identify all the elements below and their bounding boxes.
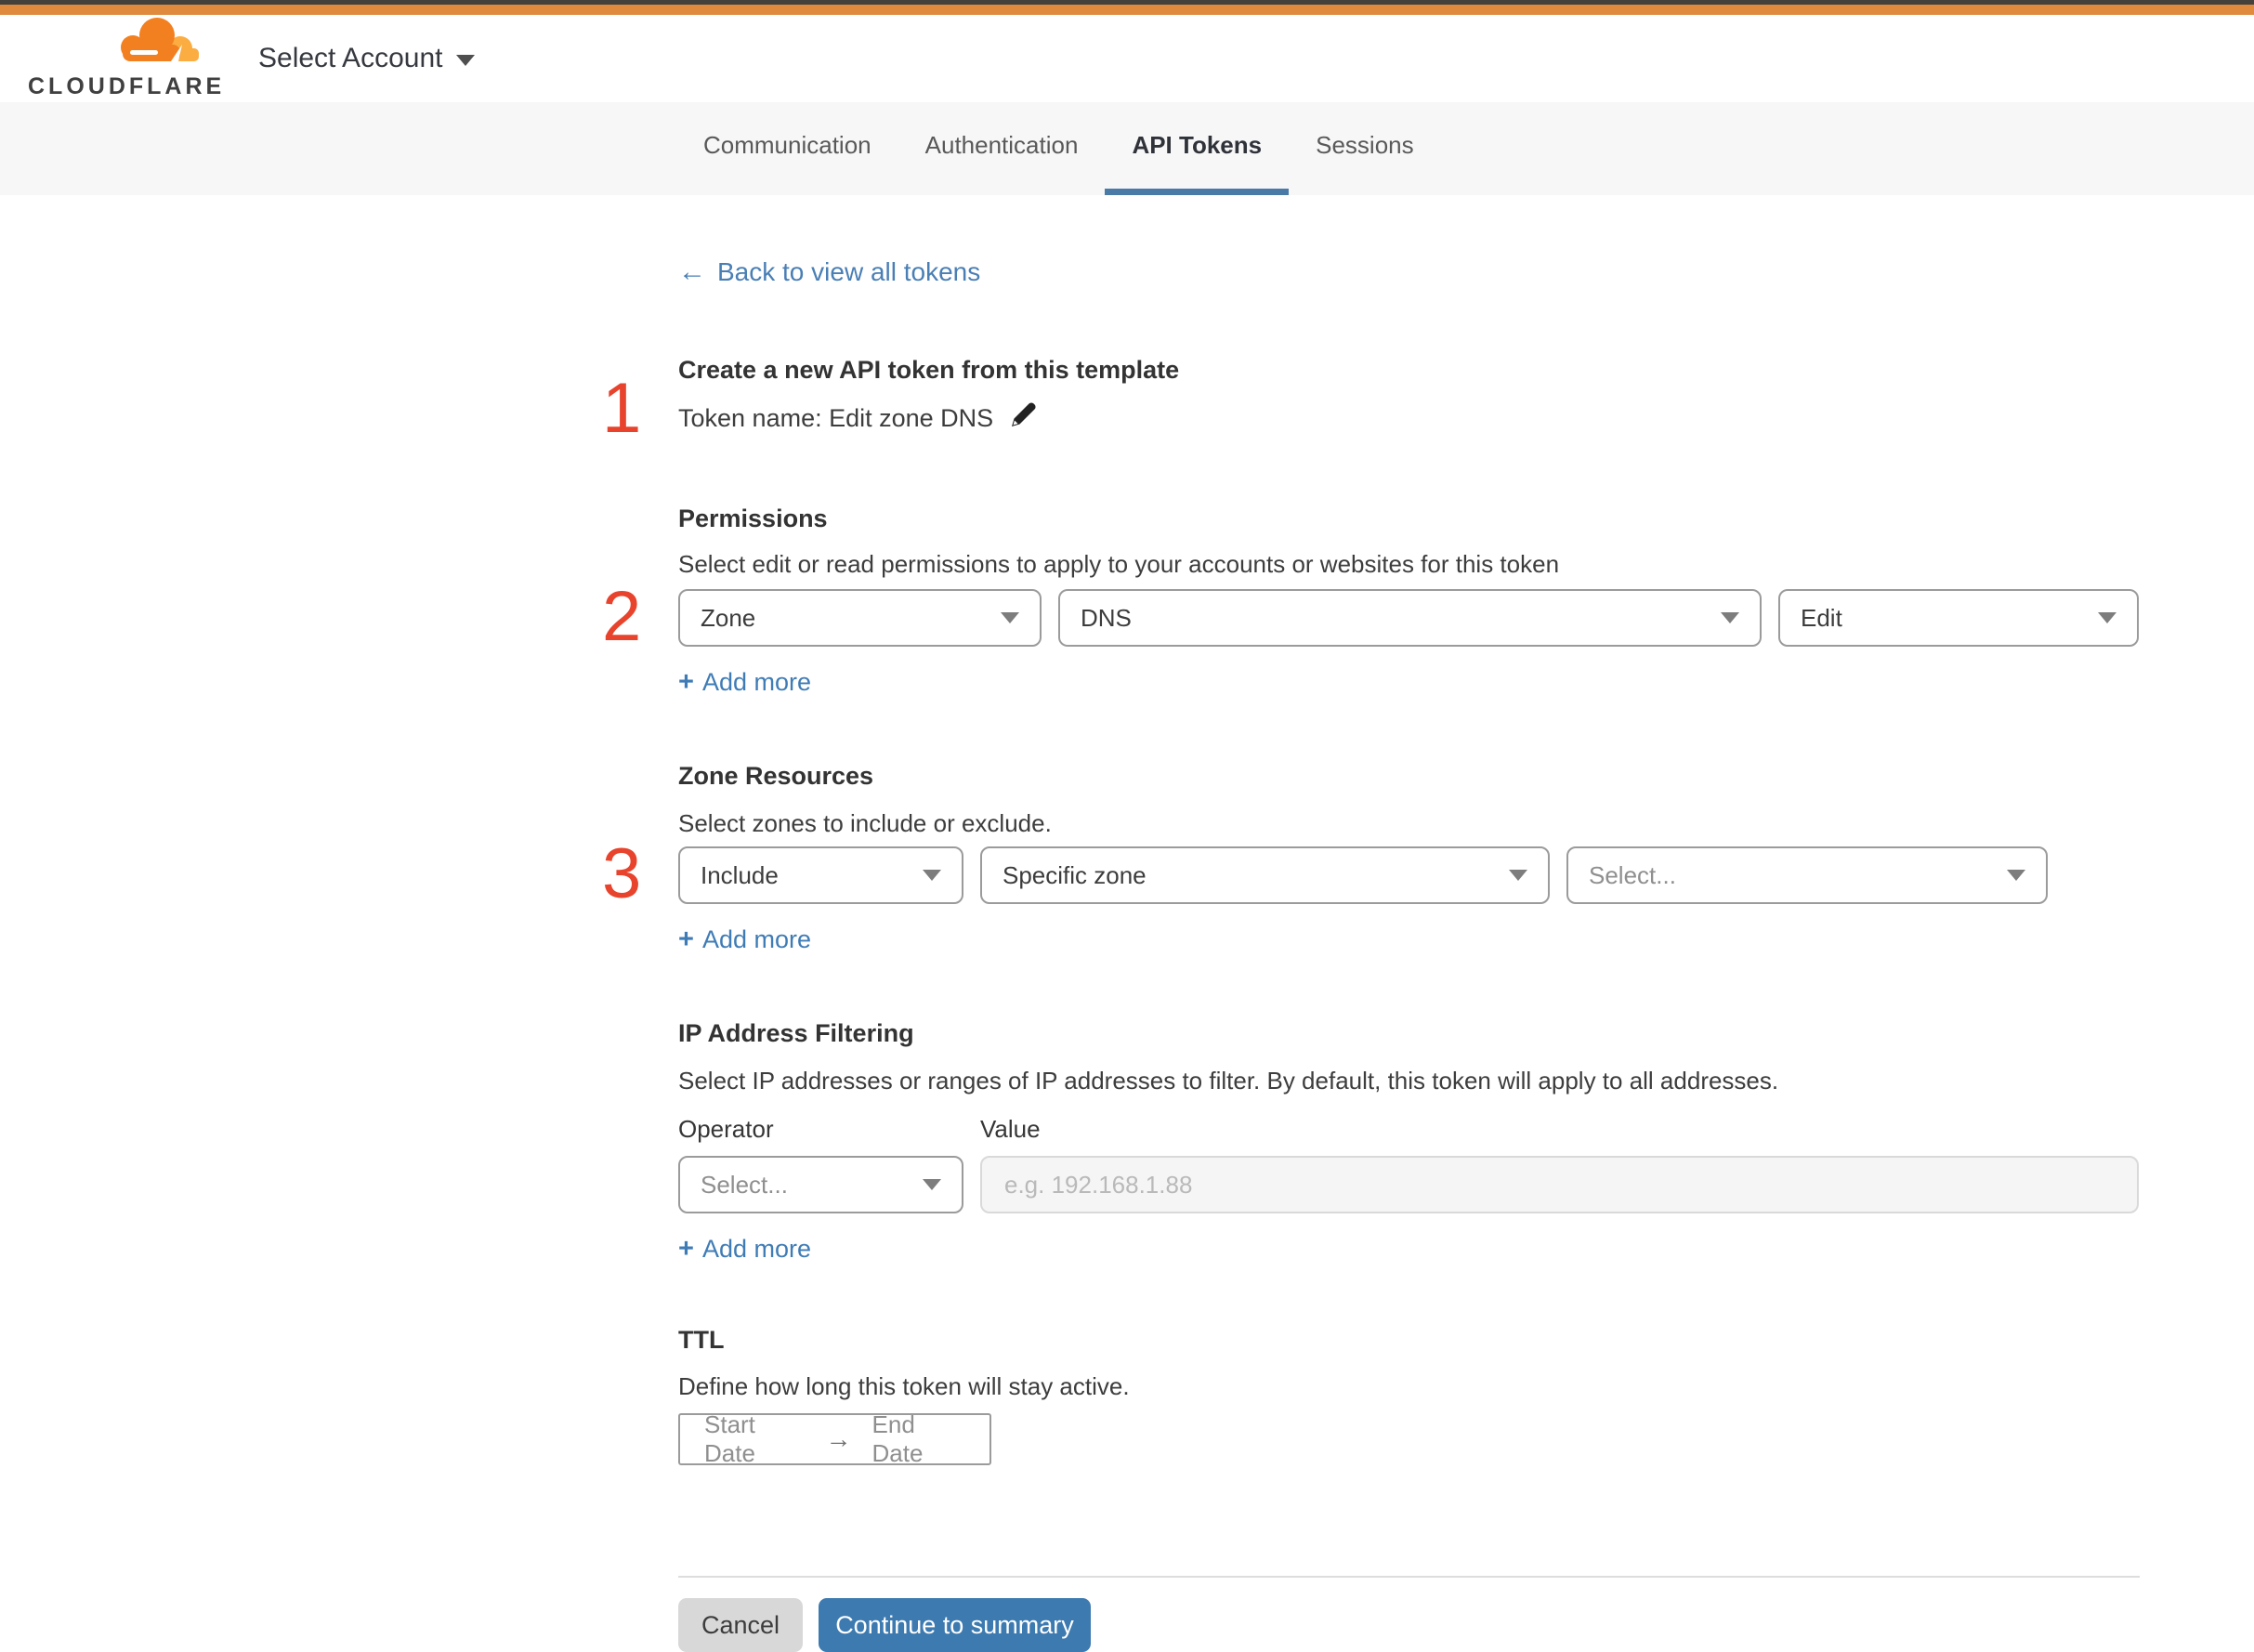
permissions-section: [602, 504, 2140, 698]
chevron-down-icon: [923, 1179, 941, 1190]
tab-communication[interactable]: Communication: [703, 131, 871, 159]
cloudflare-cloud-icon: [113, 17, 203, 72]
cancel-button[interactable]: Cancel: [678, 1598, 803, 1652]
main-content: [0, 195, 2140, 1652]
annotation-number-1: 1: [602, 369, 642, 448]
top-orange-strip: [0, 5, 2254, 15]
annotation-number-2: 2: [602, 577, 642, 656]
token-template-section: [602, 355, 2140, 448]
operator-label: Operator: [678, 1115, 774, 1143]
ttl-section: [678, 1325, 2140, 1465]
zone-resources-add-more-link[interactable]: [678, 924, 811, 955]
chevron-down-icon: [1509, 870, 1527, 881]
zone-picker-select[interactable]: [1566, 846, 2048, 904]
brand-wordmark: CLOUDFLARE: [28, 73, 226, 99]
ttl-heading: TTL: [678, 1326, 725, 1354]
zone-resources-description: Select zones to include or exclude.: [678, 809, 1052, 837]
pencil-icon[interactable]: [1008, 400, 1039, 437]
back-link-label: Back to view all tokens: [717, 257, 981, 286]
account-selector[interactable]: [258, 43, 475, 74]
permission-access-select[interactable]: [1778, 589, 2139, 647]
ip-filtering-section: [678, 1018, 2140, 1265]
ip-filtering-heading: IP Address Filtering: [678, 1019, 914, 1047]
zone-type-value: Specific zone: [1003, 860, 1147, 889]
template-heading: Create a new API token from this template: [678, 356, 1180, 384]
zone-resources-section: [602, 761, 2140, 955]
chevron-down-icon: [1001, 612, 1019, 623]
zone-picker-placeholder: Select...: [1589, 860, 1676, 889]
right-arrow-icon: →: [825, 1424, 852, 1453]
plus-icon: +: [678, 667, 694, 697]
ip-filtering-labels-row: [678, 1115, 2140, 1143]
app-header: [0, 15, 2254, 102]
plus-icon: +: [678, 1234, 694, 1264]
permissions-heading: Permissions: [678, 505, 828, 532]
ip-operator-placeholder: Select...: [701, 1170, 788, 1199]
continue-to-summary-button[interactable]: Continue to summary: [819, 1598, 1091, 1652]
tab-authentication[interactable]: Authentication: [924, 131, 1079, 159]
start-date-placeholder: Start Date: [704, 1410, 755, 1467]
token-name-text: Token name: Edit zone DNS: [678, 403, 994, 432]
permissions-select-row: [602, 577, 2140, 656]
permission-service-value: DNS: [1081, 603, 1132, 632]
permissions-add-more-link[interactable]: [678, 667, 811, 698]
token-name-row: [678, 400, 2140, 437]
add-more-label: Add more: [701, 668, 811, 696]
plus-icon: +: [678, 924, 694, 954]
ttl-date-range-picker[interactable]: [678, 1410, 991, 1467]
ip-value-input[interactable]: [980, 1156, 2139, 1213]
permission-scope-select[interactable]: [678, 589, 1042, 647]
permissions-description: Select edit or read permissions to apply to your accounts or websites for this token: [678, 550, 1560, 578]
permission-service-select[interactable]: [1058, 589, 1762, 647]
zone-resources-select-row: [602, 834, 2140, 913]
cloudflare-logo: [28, 17, 226, 100]
back-to-tokens-link[interactable]: [678, 256, 980, 288]
ip-filtering-description: Select IP addresses or ranges of IP addresses to filter. By default, this token will apply to all addresses.: [678, 1067, 1779, 1095]
chevron-down-icon: [923, 870, 941, 881]
ip-filtering-add-more-link[interactable]: [678, 1234, 811, 1265]
left-arrow-icon: ←: [678, 256, 706, 287]
chevron-down-icon: [456, 55, 475, 66]
zone-mode-select[interactable]: [678, 846, 963, 904]
permission-scope-value: Zone: [701, 603, 756, 632]
zone-mode-value: Include: [701, 860, 779, 889]
value-label: Value: [980, 1115, 1041, 1143]
ip-filtering-input-row: [678, 1156, 2140, 1213]
zone-type-select[interactable]: [980, 846, 1550, 904]
tab-sessions[interactable]: Sessions: [1316, 131, 1414, 159]
zone-resources-heading: Zone Resources: [678, 762, 874, 790]
ip-operator-select[interactable]: [678, 1156, 963, 1213]
add-more-label: Add more: [701, 1235, 811, 1263]
profile-tabbar: [0, 102, 2254, 195]
footer-buttons: [678, 1598, 2140, 1652]
add-more-label: Add more: [701, 925, 811, 953]
account-selector-label: Select Account: [258, 43, 443, 73]
chevron-down-icon: [2007, 870, 2025, 881]
ttl-description: Define how long this token will stay active.: [678, 1372, 1130, 1400]
chevron-down-icon: [1721, 612, 1739, 623]
chevron-down-icon: [2098, 612, 2116, 623]
permission-access-value: Edit: [1801, 603, 1842, 632]
footer-divider: [678, 1576, 2140, 1578]
end-date-placeholder: End Date: [871, 1410, 924, 1467]
annotation-number-3: 3: [602, 834, 642, 913]
tab-api-tokens[interactable]: API Tokens: [1105, 102, 1289, 195]
